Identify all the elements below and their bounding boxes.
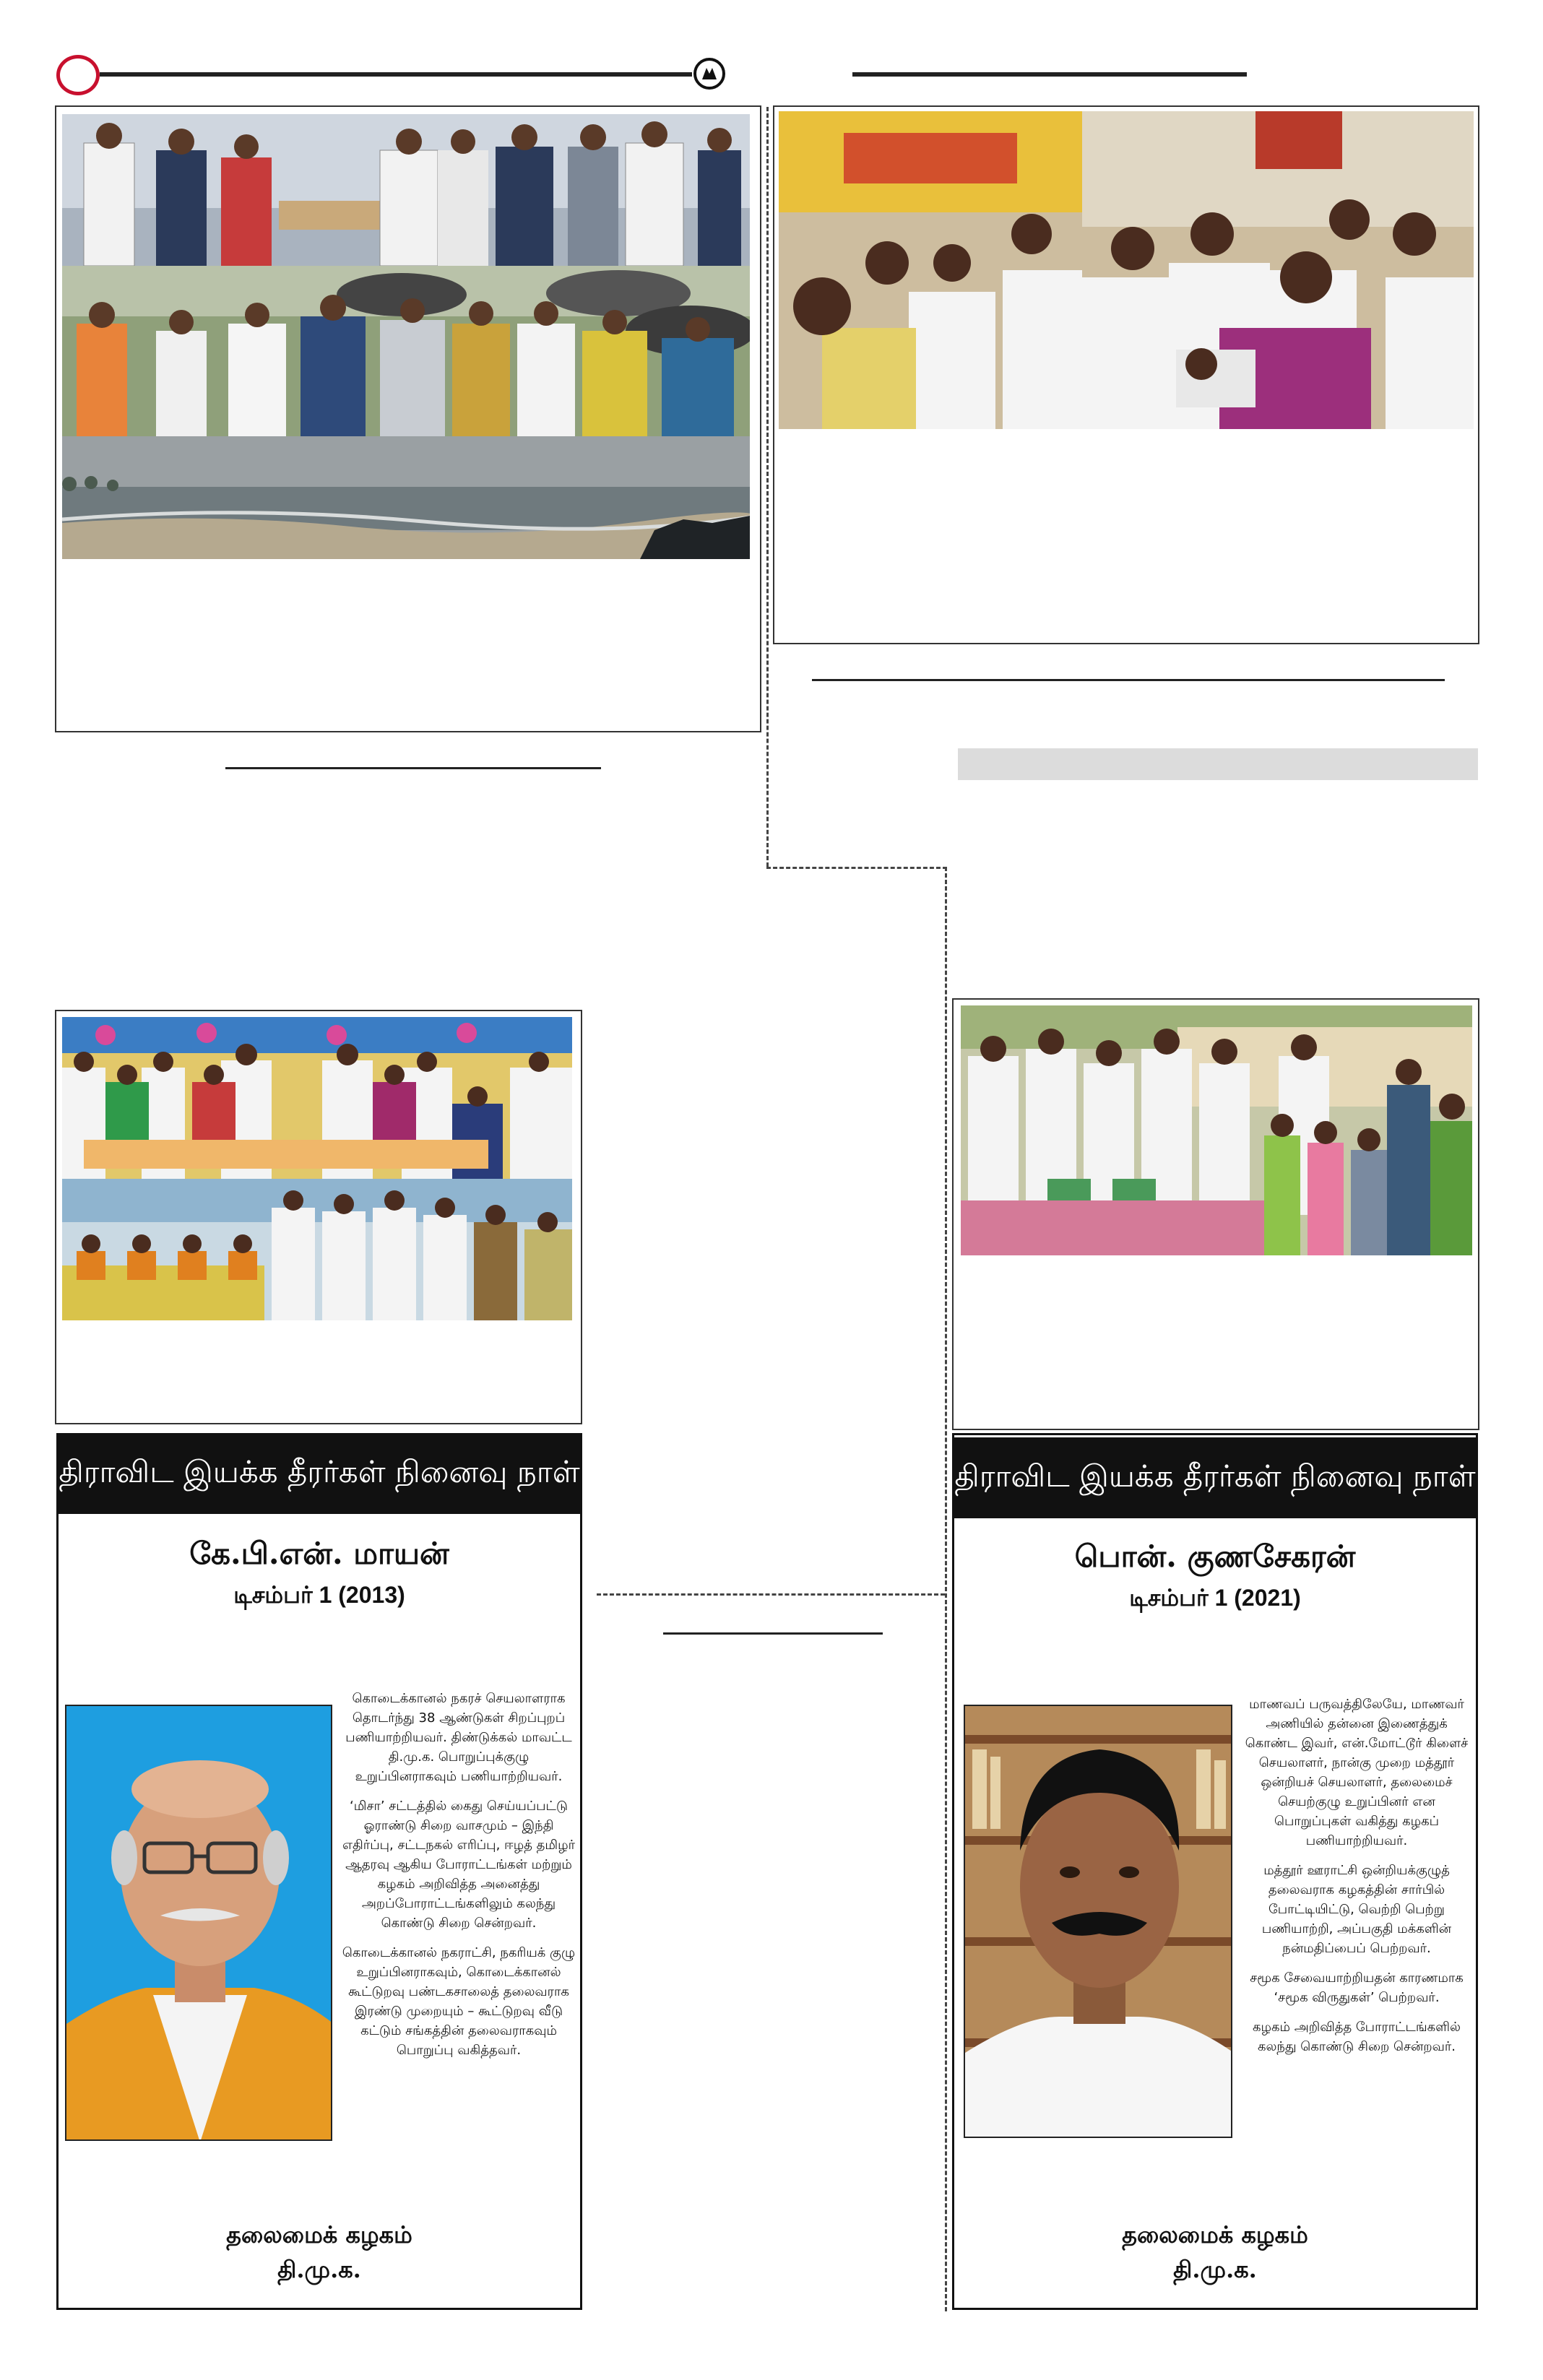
divider-right-mid [812,679,1445,681]
bio-paragraph: சமூக சேவையாற்றியதன் காரணமாக ‘சமூக விருதுகள்’ பெற்றவர். [1250,1970,1464,2005]
memorial-banner-right: திராவிட இயக்க தீரர்கள் நினைவு நாள் [952,1437,1478,1518]
officials-distribution-photo [62,114,750,266]
dashed-line-horizontal-bottom [597,1593,945,1596]
bio-paragraph: கொடைக்கானல் நகரச் செயலாளராக தொடர்ந்து 38 ஆண்டுகள் சிறப்புறப் பணியாற்றியவர். திண்டுக்கல் மாவட்ட தி.மு.க. பொறுப்புக்குழு உறுப்பினராகவும் பணியாற்றியவர். [345,1691,572,1784]
memorial-name-right: பொன். குணசேகரன் [1074,1539,1356,1574]
header-rule-left [100,72,692,77]
bio-paragraph: ‘மிசா’ சட்டத்தில் கைது செய்யப்பட்டு ஓராண்டு சிறை வாசமும் – இந்தி எதிர்ப்பு, சட்டநகல் எரிப்பு, ஈழத் தமிழர் ஆதரவு ஆகிய போராட்டங்கள் மற்றும் கழகம் அறிவித்த அனைத்து அறப்போராட்டங்களிலும் கலந்து கொண்டு சிறை சென்றவர். [342,1799,575,1931]
dashed-line-vertical-top [766,107,769,867]
portrait-photo-left [65,1705,332,2141]
memorial-date-right: டிசம்பர் 1 (2021) [1129,1585,1301,1611]
signature-line: தலைமைக் கழகம் [1122,2221,1308,2249]
header-rule-right [852,72,1247,77]
divider-center-small [663,1632,883,1635]
children-distribution-photo [961,1005,1472,1255]
memorial-bio-right [1240,1695,1474,2067]
portrait-photo-right [964,1705,1232,2138]
baby-vaccination-photo [779,111,1474,429]
memorial-date-left: டிசம்பர் 1 (2013) [233,1582,405,1608]
dashed-line-vertical-bottom [945,867,947,2311]
bio-paragraph: கழகம் அறிவித்த போராட்டங்களில் கலந்து கொண்டு சிறை சென்றவர். [1253,2020,1461,2054]
meal-serving-photo [62,1179,572,1320]
memorial-bio-left [340,1689,578,2070]
memorial-signature-left [56,2217,582,2287]
page-marker-circle [56,55,100,95]
bio-paragraph: மாணவப் பருவத்திலேயே, மாணவர் அணியில் தன்னை இணைத்துக் கொண்ட இவர், என்.மோட்டூர் கிளைச் செயலாளர், நான்கு முறை மத்தூர் ஒன்றியச் செயலாளர், தலைமைச் செயற்குழு உறுப்பினர் என பொறுப்புகள் வகித்து கழகப் பணியாற்றியவர். [1245,1697,1469,1848]
party-emblem-icon [693,58,725,90]
divider-left-mid [225,767,601,769]
rain-inspection-photo [62,266,750,436]
memorial-signature-right [952,2217,1478,2287]
memorial-name-left: கே.பி.என். மாயன் [189,1536,449,1571]
dashed-line-horizontal-top [766,867,947,869]
bio-paragraph: மத்தூர் ஊராட்சி ஒன்றியக்குழுத் தலைவராக கழகத்தின் சார்பில் போட்டியிட்டு, வெற்றி பெற்று பணியாற்றி, அப்பகுதி மக்களின் நன்மதிப்பைப் பெற்றவர். [1261,1863,1452,1956]
signature-line: தலைமைக் கழகம் [226,2221,412,2249]
cake-cutting-photo [62,1017,572,1179]
signature-line: தி.மு.க. [1173,2256,1257,2283]
grey-band [958,748,1478,780]
bio-paragraph: கொடைக்கானல் நகராட்சி, நகரியக் குழு உறுப்பினராகவும், கொடைக்கானல் கூட்டுறவு பண்டகசாலைத் தலைவராக இரண்டு முறையும் – கூட்டுறவு வீடு கட்டும் சங்கத்தின் தலைவராகவும் பொறுப்பு வகித்தவர். [342,1945,576,2058]
memorial-banner-left: திராவிட இயக்க தீரர்கள் நினைவு நாள் [56,1433,582,1514]
signature-line: தி.மு.க. [277,2256,361,2283]
seashore-photo [62,436,750,559]
